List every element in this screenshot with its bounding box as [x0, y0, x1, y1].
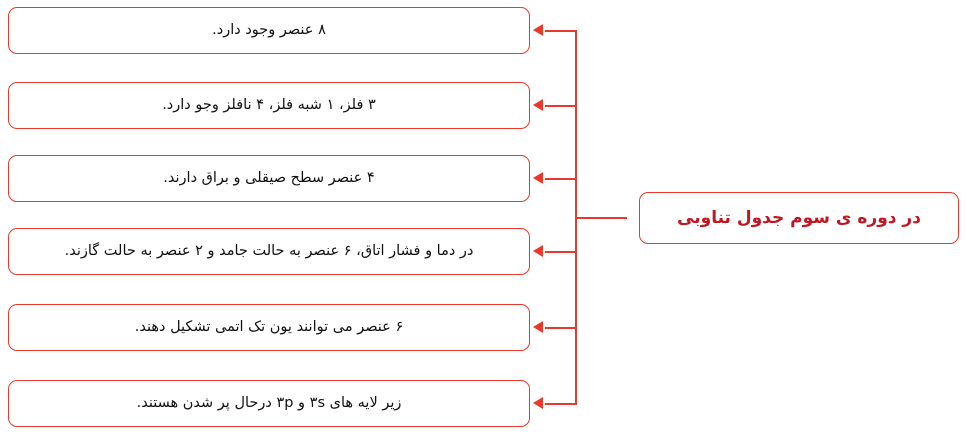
leaf-label-1: ۸ عنصر وجود دارد. [212, 21, 326, 38]
arrow-icon [533, 397, 543, 409]
list-item [8, 380, 530, 427]
leaf-label-2: ۳ فلز، ۱ شبه فلز، ۴ نافلز وجو دارد. [162, 96, 376, 113]
connector-stub-3 [545, 178, 577, 180]
list-item [8, 228, 530, 275]
connector-stub-4 [545, 251, 577, 253]
connector-stub-1 [545, 30, 577, 32]
list-item [8, 155, 530, 202]
leaf-label-6: زیر لایه های ۳s و ۳p درحال پر شدن هستند. [136, 394, 402, 411]
list-item [8, 82, 530, 129]
connector-stub-2 [545, 105, 577, 107]
arrow-icon [533, 24, 543, 36]
arrow-icon [533, 99, 543, 111]
root-node [639, 192, 959, 244]
leaf-label-4: در دما و فشار اتاق، ۶ عنصر به حالت جامد و ۲ عنصر به حالت گازند. [64, 242, 474, 259]
arrow-icon [533, 172, 543, 184]
root-node-label: در دوره ی سوم جدول تناوبی [677, 208, 921, 228]
list-item [8, 304, 530, 351]
arrow-icon [533, 321, 543, 333]
leaf-label-5: ۶ عنصر می توانند یون تک اتمی تشکیل دهند. [134, 318, 404, 335]
list-item [8, 7, 530, 54]
leaf-label-3: ۴ عنصر سطح صیقلی و براق دارند. [163, 169, 375, 186]
arrow-icon [533, 245, 543, 257]
connector-stub-5 [545, 327, 577, 329]
connector-stub-6 [545, 403, 577, 405]
connector-root-stub [575, 217, 627, 219]
